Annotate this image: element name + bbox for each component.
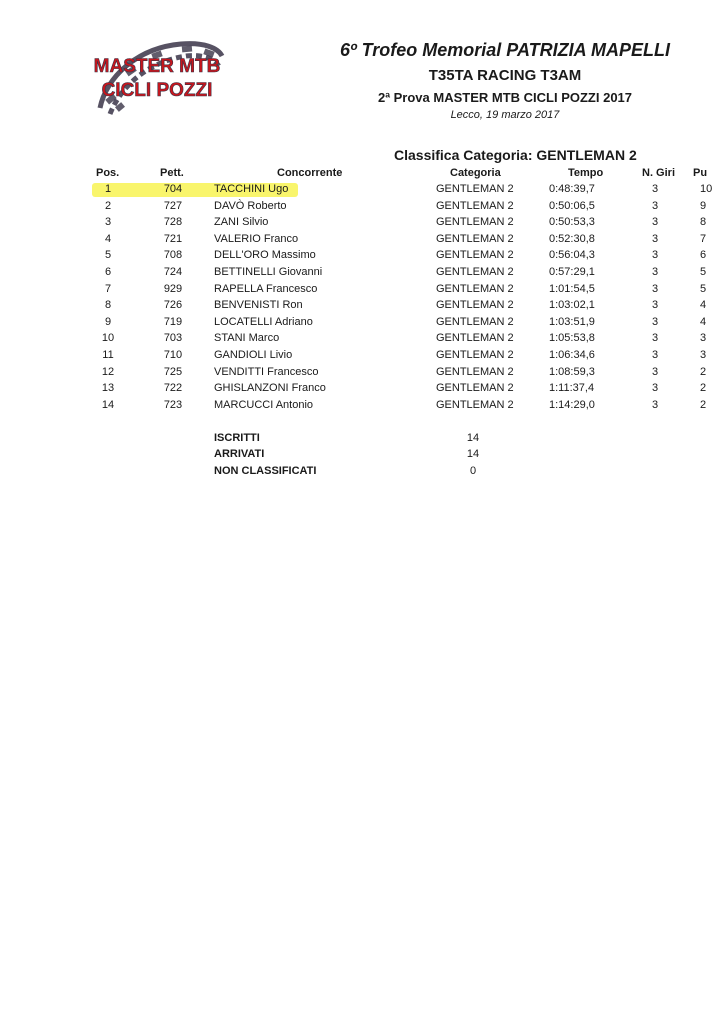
row-name: RAPELLA Francesco [214, 282, 318, 295]
row-points: 2 [700, 382, 707, 395]
row-name: STANI Marco [214, 332, 280, 345]
row-category: GENTLEMAN 2 [436, 349, 514, 361]
row-category: GENTLEMAN 2 [436, 398, 514, 411]
row-laps: 3 [652, 382, 659, 395]
row-pos: 2 [104, 199, 112, 212]
row-time: 0:52:30,8 [549, 232, 595, 245]
row-points: 2 [700, 398, 707, 411]
row-bib: 721 [163, 232, 183, 245]
col-header-points: Pu [693, 167, 708, 179]
logo-line2: CICLI POZZI [101, 80, 213, 101]
table-row [0, 366, 724, 382]
row-points: 4 [700, 299, 707, 312]
row-pos: 7 [104, 282, 112, 295]
col-header-pett: Pett. [160, 167, 184, 179]
row-pos: 13 [101, 382, 115, 395]
row-points: 10 [700, 183, 713, 195]
row-laps: 3 [652, 299, 659, 312]
table-row [0, 216, 724, 232]
row-pos: 11 [102, 349, 114, 361]
row-laps: 3 [652, 315, 659, 328]
row-category: GENTLEMAN 2 [436, 232, 514, 245]
row-time: 0:57:29,1 [549, 266, 595, 278]
row-name: ZANI Silvio [214, 216, 269, 229]
summary-value-iscritti: 14 [466, 432, 480, 444]
row-bib: 723 [163, 398, 183, 411]
row-bib: 725 [163, 365, 183, 378]
row-laps: 3 [652, 216, 659, 229]
row-name: MARCUCCI Antonio [214, 398, 314, 411]
row-pos: 4 [104, 232, 112, 245]
row-name: DELL'ORO Massimo [214, 249, 316, 262]
row-category: GENTLEMAN 2 [436, 216, 514, 229]
row-name: BETTINELLI Giovanni [214, 266, 323, 278]
row-time: 1:05:53,8 [549, 332, 595, 345]
row-time: 1:01:54,5 [549, 282, 595, 295]
row-time: 1:03:51,9 [549, 315, 595, 328]
table-row [0, 183, 724, 199]
row-category: GENTLEMAN 2 [436, 332, 514, 345]
row-name: GHISLANZONI Franco [214, 382, 326, 395]
table-row [0, 316, 724, 332]
table-row [0, 233, 724, 249]
row-laps: 3 [652, 332, 659, 345]
row-bib: 722 [163, 382, 183, 395]
place-date: Lecco, 19 marzo 2017 [450, 109, 560, 121]
table-row [0, 349, 724, 365]
organizer-title: T35TA RACING T3AM [428, 67, 582, 84]
table-row [0, 283, 724, 299]
row-time: 0:50:53,3 [549, 216, 595, 229]
summary-label-arrivati: ARRIVATI [214, 448, 265, 460]
row-laps: 3 [652, 249, 659, 262]
row-bib: 929 [163, 282, 183, 295]
row-pos: 8 [104, 299, 112, 312]
event-title: 6º Trofeo Memorial PATRIZIA MAPELLI [340, 40, 670, 60]
table-row [0, 332, 724, 348]
col-header-time: Tempo [568, 167, 604, 179]
row-category: GENTLEMAN 2 [436, 249, 514, 262]
row-category: GENTLEMAN 2 [436, 299, 514, 312]
row-bib: 726 [163, 299, 183, 312]
row-category: GENTLEMAN 2 [436, 266, 514, 278]
summary-label-iscritti: ISCRITTI [214, 432, 260, 444]
row-time: 0:50:06,5 [549, 199, 595, 212]
row-bib: 704 [163, 183, 183, 195]
row-laps: 3 [652, 232, 659, 245]
event-subtitle: 2ª Prova MASTER MTB CICLI POZZI 2017 [377, 90, 633, 105]
row-name: DAVÒ Roberto [214, 199, 287, 212]
row-pos: 5 [104, 249, 112, 262]
logo [86, 38, 228, 118]
row-category: GENTLEMAN 2 [436, 199, 514, 212]
row-pos: 12 [101, 365, 115, 378]
row-bib: 724 [163, 266, 183, 278]
row-pos: 3 [104, 216, 112, 229]
table-row [0, 299, 724, 315]
row-category: GENTLEMAN 2 [436, 183, 514, 195]
row-category: GENTLEMAN 2 [436, 365, 514, 378]
table-row [0, 399, 724, 415]
row-laps: 3 [652, 282, 659, 295]
row-points: 3 [700, 332, 707, 345]
row-points: 8 [700, 216, 707, 229]
row-laps: 3 [652, 398, 659, 411]
row-time: 0:48:39,7 [549, 183, 595, 195]
logo-image [86, 38, 228, 118]
row-points: 6 [700, 249, 707, 262]
row-points: 9 [700, 199, 707, 212]
row-pos: 9 [104, 315, 112, 328]
row-points: 5 [700, 282, 707, 295]
row-time: 0:56:04,3 [549, 249, 595, 262]
row-time: 1:06:34,6 [549, 349, 595, 361]
table-row [0, 266, 724, 282]
row-name: LOCATELLI Adriano [214, 315, 313, 328]
row-category: GENTLEMAN 2 [436, 315, 514, 328]
row-points: 5 [700, 266, 707, 278]
col-header-pos: Pos. [96, 167, 120, 179]
row-laps: 3 [652, 365, 659, 378]
row-time: 1:08:59,3 [549, 365, 595, 378]
row-pos: 1 [104, 183, 112, 195]
col-header-laps: N. Giri [642, 167, 676, 179]
row-name: TACCHINI Ugo [214, 183, 289, 195]
row-bib: 708 [163, 249, 183, 262]
classification-title: Classifica Categoria: GENTLEMAN 2 [394, 147, 637, 163]
row-category: GENTLEMAN 2 [436, 282, 514, 295]
row-bib: 703 [163, 332, 183, 345]
row-name: VENDITTI Francesco [214, 365, 319, 378]
row-bib: 710 [163, 349, 183, 361]
row-pos: 6 [104, 266, 112, 278]
row-bib: 727 [163, 199, 183, 212]
table-row [0, 200, 724, 216]
row-points: 3 [700, 349, 707, 361]
row-laps: 3 [652, 199, 659, 212]
row-points: 2 [700, 365, 707, 378]
table-row [0, 249, 724, 265]
row-points: 4 [700, 315, 707, 328]
row-time: 1:11:37,4 [549, 382, 595, 395]
row-laps: 3 [652, 183, 659, 195]
summary-label-non-classificati: NON CLASSIFICATI [214, 465, 317, 477]
row-laps: 3 [652, 266, 659, 278]
logo-line1: MASTER MTB [93, 56, 221, 77]
col-header-category: Categoria [450, 167, 501, 179]
row-bib: 719 [163, 315, 183, 328]
table-row [0, 382, 724, 398]
row-time: 1:14:29,0 [549, 398, 595, 411]
row-name: GANDIOLI Livio [214, 349, 293, 361]
col-header-name: Concorrente [277, 167, 343, 179]
row-name: BENVENISTI Ron [214, 299, 303, 312]
row-points: 7 [700, 232, 707, 245]
row-pos: 10 [101, 332, 115, 345]
row-category: GENTLEMAN 2 [436, 382, 514, 395]
row-name: VALERIO Franco [214, 232, 299, 245]
summary-value-arrivati: 14 [466, 448, 480, 460]
row-time: 1:03:02,1 [549, 299, 595, 312]
row-pos: 14 [101, 398, 115, 411]
row-laps: 3 [652, 349, 659, 361]
row-bib: 728 [163, 216, 183, 229]
summary-value-non-classificati: 0 [469, 465, 477, 477]
